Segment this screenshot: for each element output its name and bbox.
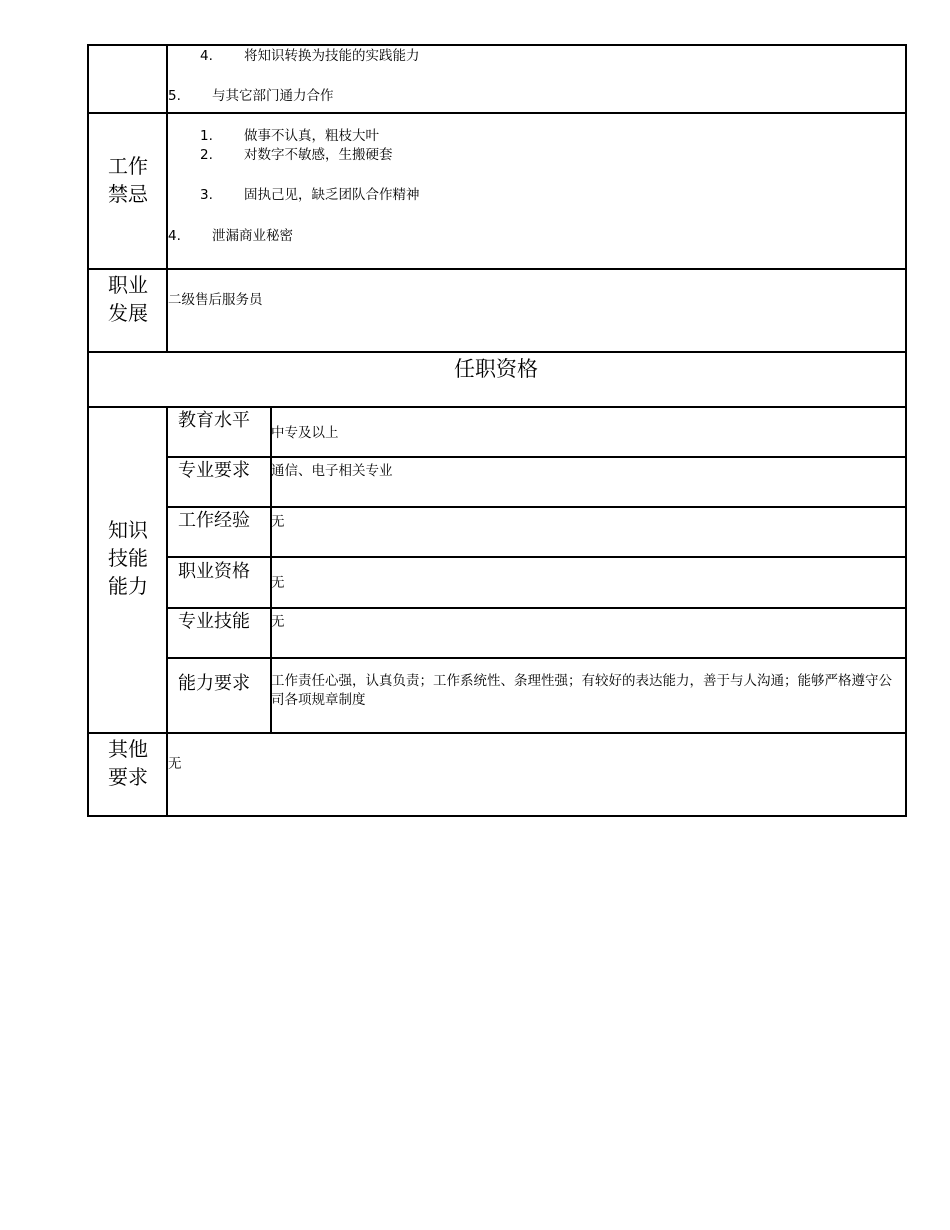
taboos-label: 工作 禁忌 bbox=[108, 154, 148, 206]
other-label: 其他 要求 bbox=[108, 737, 148, 789]
border-sub5 bbox=[166, 657, 907, 659]
border-sub4 bbox=[166, 607, 907, 609]
experience-value: 无 bbox=[271, 514, 285, 530]
border-top bbox=[87, 44, 907, 46]
ability-value: 工作责任心强，认真负责；工作系统性、条理性强；有较好的表达能力，善于与人沟通；能够严格遵守公司各项规章制度 bbox=[271, 673, 892, 708]
certification-label: 职业资格 bbox=[178, 561, 250, 582]
taboo-item: 2. 对数字不敏感，生搬硬套 bbox=[200, 147, 393, 163]
work-item-5: 5. 与其它部门通力合作 bbox=[168, 88, 334, 104]
border-row5 bbox=[87, 732, 907, 734]
skill-label: 专业技能 bbox=[178, 611, 250, 632]
border-sub2 bbox=[166, 506, 907, 508]
border-right bbox=[905, 44, 907, 817]
skill-value: 无 bbox=[271, 614, 285, 630]
border-row1 bbox=[87, 112, 907, 114]
border-sub1 bbox=[166, 456, 907, 458]
knowledge-label: 知识 技能 能力 bbox=[108, 518, 148, 598]
border-row4 bbox=[87, 406, 907, 408]
work-item-4: 4. 将知识转换为技能的实践能力 bbox=[200, 48, 420, 64]
major-label: 专业要求 bbox=[178, 460, 250, 481]
qualification-title: 任职资格 bbox=[454, 357, 538, 381]
career-value: 二级售后服务员 bbox=[168, 292, 263, 308]
ability-label: 能力要求 bbox=[178, 673, 250, 694]
border-sub3 bbox=[166, 556, 907, 558]
taboo-item: 4. 泄漏商业秘密 bbox=[168, 228, 293, 244]
other-value: 无 bbox=[168, 756, 182, 772]
border-row3 bbox=[87, 351, 907, 353]
taboo-item: 1. 做事不认真，粗枝大叶 bbox=[200, 128, 379, 144]
education-value: 中专及以上 bbox=[271, 425, 339, 441]
major-value: 通信、电子相关专业 bbox=[271, 463, 393, 479]
border-row2 bbox=[87, 268, 907, 270]
border-bottom bbox=[87, 815, 907, 817]
experience-label: 工作经验 bbox=[178, 510, 250, 531]
certification-value: 无 bbox=[271, 575, 285, 591]
career-label: 职业 发展 bbox=[108, 273, 148, 325]
taboo-item: 3. 固执己见，缺乏团队合作精神 bbox=[200, 187, 420, 203]
education-label: 教育水平 bbox=[178, 410, 250, 431]
